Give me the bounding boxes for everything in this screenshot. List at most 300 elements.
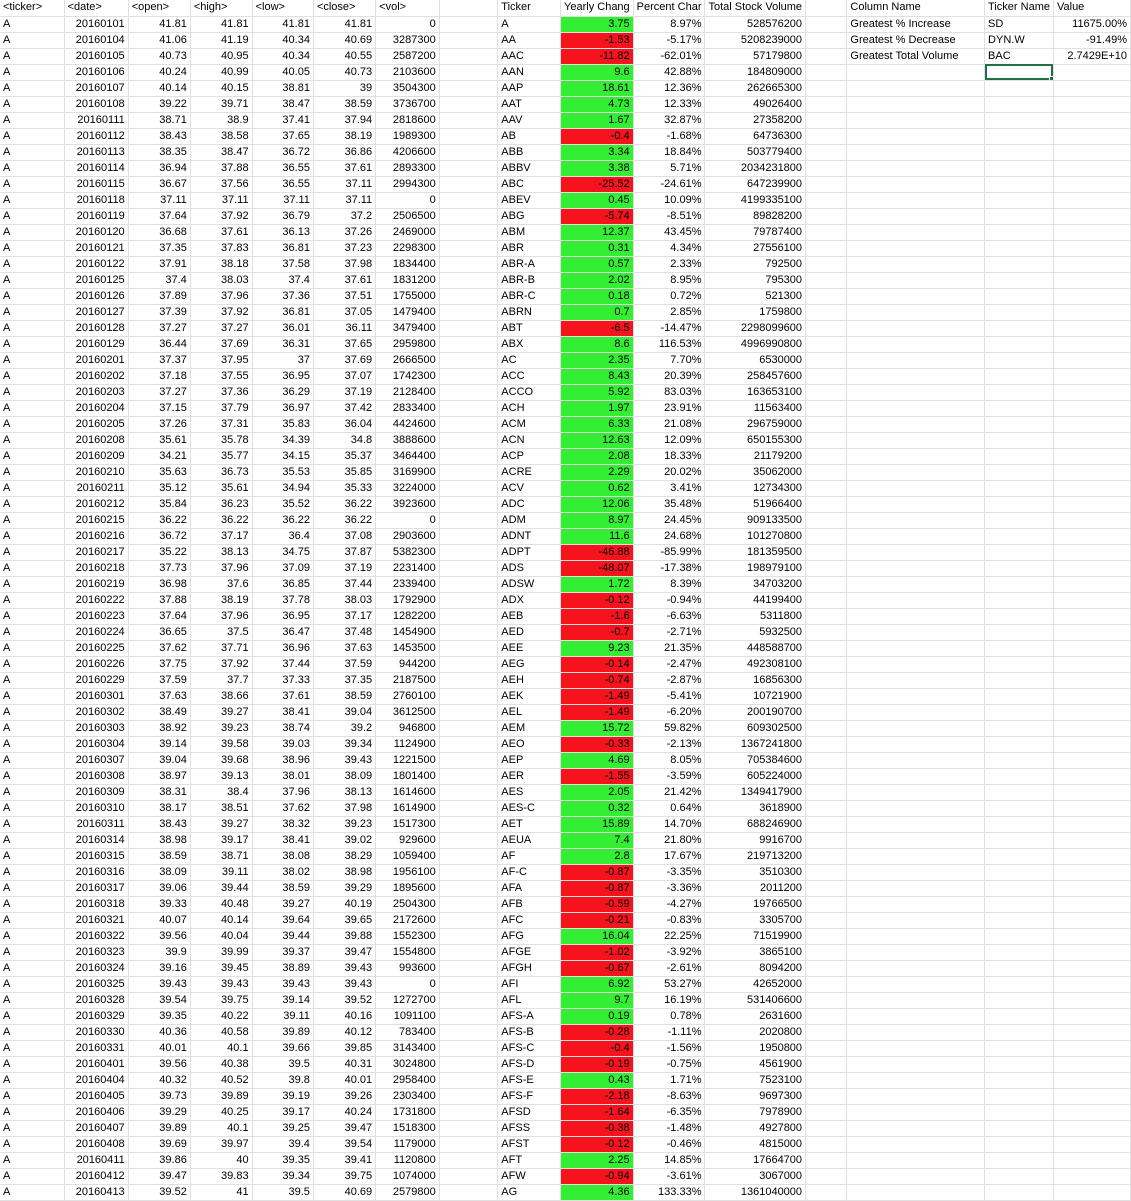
empty-cell[interactable] (439, 0, 498, 16)
active-cell-selection[interactable] (985, 64, 1054, 80)
raw-data-cell[interactable]: 41.81 (190, 16, 252, 32)
empty-cell[interactable] (439, 960, 498, 976)
raw-data-cell[interactable]: 20160302 (64, 704, 128, 720)
raw-data-cell[interactable]: 39.86 (128, 1152, 190, 1168)
empty-cell[interactable] (847, 848, 985, 864)
raw-data-cell[interactable]: 2833400 (376, 400, 440, 416)
raw-data-cell[interactable]: 39.27 (190, 704, 252, 720)
summary-cell[interactable]: ABT (498, 320, 561, 336)
raw-data-cell[interactable]: A (0, 832, 64, 848)
raw-data-cell[interactable]: A (0, 688, 64, 704)
raw-data-cell[interactable]: 36.86 (313, 144, 375, 160)
empty-cell[interactable] (847, 960, 985, 976)
empty-cell[interactable] (1053, 336, 1130, 352)
empty-cell[interactable] (806, 1024, 847, 1040)
empty-cell[interactable] (985, 768, 1054, 784)
raw-data-cell[interactable]: 1120800 (376, 1152, 440, 1168)
empty-cell[interactable] (847, 1024, 985, 1040)
raw-data-cell[interactable]: 39.23 (313, 816, 375, 832)
summary-cell[interactable]: 5932500 (705, 624, 806, 640)
empty-cell[interactable] (439, 240, 498, 256)
raw-data-cell[interactable]: 20160121 (64, 240, 128, 256)
empty-cell[interactable] (985, 912, 1054, 928)
yearly-change-cell[interactable]: 0.45 (561, 192, 634, 208)
raw-data-cell[interactable]: 0 (376, 192, 440, 208)
raw-data-cell[interactable]: 20160115 (64, 176, 128, 192)
empty-cell[interactable] (847, 784, 985, 800)
empty-cell[interactable] (806, 80, 847, 96)
raw-data-cell[interactable]: 20160405 (64, 1088, 128, 1104)
empty-cell[interactable] (439, 640, 498, 656)
raw-data-cell[interactable]: 37.89 (128, 288, 190, 304)
raw-data-cell[interactable]: 1831200 (376, 272, 440, 288)
empty-cell[interactable] (1053, 112, 1130, 128)
raw-data-cell[interactable]: 3504300 (376, 80, 440, 96)
raw-data-cell[interactable]: 38.58 (190, 128, 252, 144)
summary-cell[interactable]: -3.59% (633, 768, 705, 784)
raw-data-cell[interactable]: 38.4 (190, 784, 252, 800)
empty-cell[interactable] (1053, 1072, 1130, 1088)
empty-cell[interactable] (985, 784, 1054, 800)
yearly-change-cell[interactable]: 2.35 (561, 352, 634, 368)
empty-cell[interactable] (1053, 304, 1130, 320)
raw-data-cell[interactable]: 37.98 (313, 256, 375, 272)
empty-cell[interactable] (1053, 96, 1130, 112)
raw-data-cell[interactable]: 37.27 (128, 384, 190, 400)
raw-data-cell[interactable]: 20160225 (64, 640, 128, 656)
raw-data-cell[interactable]: 39.27 (190, 816, 252, 832)
raw-data-cell[interactable]: 37.95 (190, 352, 252, 368)
raw-data-cell[interactable]: 34.15 (252, 448, 313, 464)
empty-cell[interactable] (1053, 384, 1130, 400)
summary-cell[interactable]: 10721900 (705, 688, 806, 704)
raw-data-cell[interactable]: 20160315 (64, 848, 128, 864)
empty-cell[interactable] (847, 1168, 985, 1184)
raw-data-cell[interactable]: 39.25 (252, 1120, 313, 1136)
empty-cell[interactable] (847, 400, 985, 416)
raw-data-cell[interactable]: 3923600 (376, 496, 440, 512)
raw-data-cell[interactable]: 37.05 (313, 304, 375, 320)
empty-cell[interactable] (439, 1120, 498, 1136)
raw-data-cell[interactable]: 38.41 (252, 704, 313, 720)
raw-data-cell[interactable]: 20160404 (64, 1072, 128, 1088)
empty-cell[interactable] (1053, 320, 1130, 336)
empty-cell[interactable] (985, 96, 1054, 112)
raw-data-cell[interactable]: 2587200 (376, 48, 440, 64)
raw-data-cell[interactable]: 37.26 (128, 416, 190, 432)
raw-data-cell[interactable]: 40.1 (190, 1120, 252, 1136)
summary-cell[interactable]: -3.35% (633, 864, 705, 880)
summary-cell[interactable]: ABG (498, 208, 561, 224)
empty-cell[interactable] (439, 864, 498, 880)
yearly-change-cell[interactable]: 0.31 (561, 240, 634, 256)
summary-cell[interactable]: 21179200 (705, 448, 806, 464)
empty-cell[interactable] (439, 704, 498, 720)
summary-cell[interactable]: AFS-C (498, 1040, 561, 1056)
empty-cell[interactable] (439, 992, 498, 1008)
yearly-change-cell[interactable]: 0.43 (561, 1072, 634, 1088)
raw-data-cell[interactable]: 39.04 (128, 752, 190, 768)
empty-cell[interactable] (1053, 976, 1130, 992)
empty-cell[interactable] (985, 1184, 1054, 1200)
empty-cell[interactable] (806, 1136, 847, 1152)
raw-data-cell[interactable]: 39.4 (252, 1136, 313, 1152)
yearly-change-cell[interactable]: 9.7 (561, 992, 634, 1008)
raw-data-cell[interactable]: 39.22 (128, 96, 190, 112)
greatest-header-cell[interactable]: Column Name (847, 0, 985, 16)
summary-cell[interactable]: ADX (498, 592, 561, 608)
raw-data-cell[interactable]: A (0, 288, 64, 304)
raw-data-cell[interactable]: A (0, 304, 64, 320)
raw-data-cell[interactable]: 3464400 (376, 448, 440, 464)
raw-data-cell[interactable]: 20160125 (64, 272, 128, 288)
raw-data-cell[interactable]: 2893300 (376, 160, 440, 176)
summary-cell[interactable]: AFS-A (498, 1008, 561, 1024)
raw-data-cell[interactable]: 20160122 (64, 256, 128, 272)
empty-cell[interactable] (1053, 144, 1130, 160)
empty-cell[interactable] (985, 608, 1054, 624)
empty-cell[interactable] (1053, 80, 1130, 96)
raw-data-cell[interactable]: A (0, 1136, 64, 1152)
summary-cell[interactable]: 5.71% (633, 160, 705, 176)
empty-cell[interactable] (806, 800, 847, 816)
summary-cell[interactable]: AG (498, 1184, 561, 1200)
raw-data-cell[interactable]: 39.97 (190, 1136, 252, 1152)
yearly-change-cell[interactable]: -1.6 (561, 608, 634, 624)
raw-data-cell[interactable]: 39.16 (128, 960, 190, 976)
yearly-change-cell[interactable]: -48.07 (561, 560, 634, 576)
raw-data-cell[interactable]: 39.27 (252, 896, 313, 912)
empty-cell[interactable] (847, 1088, 985, 1104)
empty-cell[interactable] (806, 272, 847, 288)
empty-cell[interactable] (1053, 720, 1130, 736)
yearly-change-cell[interactable]: -5.74 (561, 208, 634, 224)
empty-cell[interactable] (806, 880, 847, 896)
raw-data-cell[interactable]: A (0, 112, 64, 128)
raw-data-cell[interactable]: 39.54 (313, 1136, 375, 1152)
raw-data-cell[interactable]: A (0, 928, 64, 944)
raw-data-cell[interactable]: A (0, 624, 64, 640)
raw-data-cell[interactable]: 20160202 (64, 368, 128, 384)
raw-data-cell[interactable]: 39.33 (128, 896, 190, 912)
empty-cell[interactable] (1053, 128, 1130, 144)
raw-data-cell[interactable]: A (0, 1120, 64, 1136)
raw-data-cell[interactable]: 37.31 (190, 416, 252, 432)
yearly-change-cell[interactable]: 15.72 (561, 720, 634, 736)
raw-data-cell[interactable]: 37.59 (313, 656, 375, 672)
empty-cell[interactable] (847, 1120, 985, 1136)
empty-cell[interactable] (985, 1136, 1054, 1152)
empty-cell[interactable] (806, 896, 847, 912)
raw-data-cell[interactable]: 37.2 (313, 208, 375, 224)
empty-cell[interactable] (847, 160, 985, 176)
empty-cell[interactable] (806, 336, 847, 352)
empty-cell[interactable] (806, 832, 847, 848)
raw-data-cell[interactable]: A (0, 48, 64, 64)
raw-data-cell[interactable]: 38.09 (128, 864, 190, 880)
empty-cell[interactable] (806, 208, 847, 224)
summary-cell[interactable]: 16.19% (633, 992, 705, 1008)
empty-cell[interactable] (1053, 848, 1130, 864)
summary-cell[interactable]: 23.91% (633, 400, 705, 416)
summary-cell[interactable]: AFS-B (498, 1024, 561, 1040)
empty-cell[interactable] (847, 608, 985, 624)
empty-cell[interactable] (847, 992, 985, 1008)
empty-cell[interactable] (985, 512, 1054, 528)
raw-data-cell[interactable]: 40.55 (313, 48, 375, 64)
summary-cell[interactable]: 7.70% (633, 352, 705, 368)
raw-data-cell[interactable]: 37.36 (190, 384, 252, 400)
raw-data-cell[interactable]: 20160304 (64, 736, 128, 752)
summary-cell[interactable]: ACM (498, 416, 561, 432)
empty-cell[interactable] (985, 1072, 1054, 1088)
yearly-change-cell[interactable]: 2.29 (561, 464, 634, 480)
empty-cell[interactable] (985, 1040, 1054, 1056)
empty-cell[interactable] (806, 1088, 847, 1104)
raw-data-cell[interactable]: 37.69 (190, 336, 252, 352)
raw-data-cell[interactable]: 0 (376, 512, 440, 528)
summary-cell[interactable]: 0.64% (633, 800, 705, 816)
raw-data-cell[interactable]: 38.41 (252, 832, 313, 848)
empty-cell[interactable] (1053, 560, 1130, 576)
raw-data-cell[interactable]: 37.41 (252, 112, 313, 128)
summary-cell[interactable]: ADC (498, 496, 561, 512)
empty-cell[interactable] (1053, 912, 1130, 928)
raw-data-cell[interactable]: 38.47 (190, 144, 252, 160)
raw-data-cell[interactable]: 36.55 (252, 160, 313, 176)
summary-cell[interactable]: 20.39% (633, 368, 705, 384)
raw-data-cell[interactable]: 40.34 (252, 32, 313, 48)
empty-cell[interactable] (439, 1040, 498, 1056)
raw-data-cell[interactable]: A (0, 272, 64, 288)
raw-data-cell[interactable]: 35.22 (128, 544, 190, 560)
raw-data-cell[interactable]: 38.13 (190, 544, 252, 560)
empty-cell[interactable] (806, 720, 847, 736)
yearly-change-cell[interactable]: -1.49 (561, 688, 634, 704)
raw-data-cell[interactable]: 40 (190, 1152, 252, 1168)
summary-cell[interactable]: 51966400 (705, 496, 806, 512)
raw-data-cell[interactable]: 37.11 (252, 192, 313, 208)
raw-data-cell[interactable]: 40.05 (252, 64, 313, 80)
raw-data-cell[interactable]: 38.59 (313, 96, 375, 112)
summary-header-cell[interactable]: Yearly Chang (561, 0, 634, 16)
summary-cell[interactable]: AAP (498, 80, 561, 96)
empty-cell[interactable] (1053, 432, 1130, 448)
raw-data-cell[interactable]: 38.71 (190, 848, 252, 864)
summary-cell[interactable]: AFB (498, 896, 561, 912)
summary-cell[interactable]: AFS-F (498, 1088, 561, 1104)
summary-cell[interactable]: -0.46% (633, 1136, 705, 1152)
empty-cell[interactable] (985, 832, 1054, 848)
empty-cell[interactable] (1053, 1120, 1130, 1136)
raw-data-cell[interactable]: A (0, 496, 64, 512)
summary-cell[interactable]: 795300 (705, 272, 806, 288)
raw-data-cell[interactable]: 20160120 (64, 224, 128, 240)
raw-data-cell[interactable]: 36.73 (190, 464, 252, 480)
raw-data-cell[interactable]: A (0, 880, 64, 896)
yearly-change-cell[interactable]: -1.02 (561, 944, 634, 960)
summary-cell[interactable]: 116.53% (633, 336, 705, 352)
summary-cell[interactable]: AFS-D (498, 1056, 561, 1072)
raw-data-cell[interactable]: 36.81 (252, 304, 313, 320)
empty-cell[interactable] (439, 128, 498, 144)
yearly-change-cell[interactable]: 8.97 (561, 512, 634, 528)
summary-cell[interactable]: -8.63% (633, 1088, 705, 1104)
empty-cell[interactable] (1053, 64, 1130, 80)
empty-cell[interactable] (1053, 880, 1130, 896)
empty-cell[interactable] (439, 192, 498, 208)
raw-data-cell[interactable]: 34.94 (252, 480, 313, 496)
empty-cell[interactable] (847, 320, 985, 336)
empty-cell[interactable] (985, 272, 1054, 288)
raw-data-cell[interactable]: 38.98 (128, 832, 190, 848)
summary-cell[interactable]: 59.82% (633, 720, 705, 736)
raw-data-cell[interactable]: 39.03 (252, 736, 313, 752)
empty-cell[interactable] (985, 976, 1054, 992)
raw-data-cell[interactable]: 40.24 (313, 1104, 375, 1120)
empty-cell[interactable] (806, 1152, 847, 1168)
raw-data-cell[interactable]: 39.13 (190, 768, 252, 784)
raw-data-cell[interactable]: 40.22 (190, 1008, 252, 1024)
raw-data-cell[interactable]: 39.11 (190, 864, 252, 880)
summary-cell[interactable]: 34703200 (705, 576, 806, 592)
empty-cell[interactable] (806, 432, 847, 448)
empty-cell[interactable] (1053, 1008, 1130, 1024)
empty-cell[interactable] (806, 912, 847, 928)
raw-data-cell[interactable]: 37.48 (313, 624, 375, 640)
raw-data-cell[interactable]: 38.97 (128, 768, 190, 784)
empty-cell[interactable] (847, 384, 985, 400)
yearly-change-cell[interactable]: 8.6 (561, 336, 634, 352)
empty-cell[interactable] (985, 656, 1054, 672)
raw-data-cell[interactable]: 37.71 (190, 640, 252, 656)
raw-data-cell[interactable]: 37.35 (128, 240, 190, 256)
raw-data-cell[interactable]: 20160303 (64, 720, 128, 736)
empty-cell[interactable] (439, 16, 498, 32)
raw-data-cell[interactable]: 37.61 (190, 224, 252, 240)
raw-data-cell[interactable]: 2506500 (376, 208, 440, 224)
empty-cell[interactable] (985, 1120, 1054, 1136)
raw-data-cell[interactable]: 37.19 (313, 384, 375, 400)
summary-cell[interactable]: 21.35% (633, 640, 705, 656)
raw-data-cell[interactable]: 39.29 (313, 880, 375, 896)
empty-cell[interactable] (439, 160, 498, 176)
summary-cell[interactable]: 492308100 (705, 656, 806, 672)
yearly-change-cell[interactable]: -46.88 (561, 544, 634, 560)
raw-data-cell[interactable]: 36.01 (252, 320, 313, 336)
empty-cell[interactable] (847, 832, 985, 848)
empty-cell[interactable] (985, 1008, 1054, 1024)
empty-cell[interactable] (985, 112, 1054, 128)
summary-cell[interactable]: AFSS (498, 1120, 561, 1136)
raw-data-cell[interactable]: 39.68 (190, 752, 252, 768)
summary-cell[interactable]: -8.51% (633, 208, 705, 224)
raw-data-cell[interactable]: 20160224 (64, 624, 128, 640)
raw-data-cell[interactable]: 37.64 (128, 608, 190, 624)
empty-cell[interactable] (806, 608, 847, 624)
summary-cell[interactable]: 2.33% (633, 256, 705, 272)
raw-data-cell[interactable]: 20160113 (64, 144, 128, 160)
raw-data-cell[interactable]: 37.15 (128, 400, 190, 416)
raw-data-cell[interactable]: 40.31 (313, 1056, 375, 1072)
summary-cell[interactable]: 21.42% (633, 784, 705, 800)
summary-cell[interactable]: -2.71% (633, 624, 705, 640)
raw-data-cell[interactable]: A (0, 352, 64, 368)
raw-data-cell[interactable]: 37.96 (190, 560, 252, 576)
raw-data-cell[interactable]: 38.92 (128, 720, 190, 736)
summary-cell[interactable]: 1361040000 (705, 1184, 806, 1200)
raw-data-cell[interactable]: 37.59 (128, 672, 190, 688)
yearly-change-cell[interactable]: 6.33 (561, 416, 634, 432)
empty-cell[interactable] (806, 256, 847, 272)
raw-data-cell[interactable]: 39.66 (252, 1040, 313, 1056)
raw-data-cell[interactable]: 36.72 (128, 528, 190, 544)
empty-cell[interactable] (806, 752, 847, 768)
summary-cell[interactable]: 14.85% (633, 1152, 705, 1168)
empty-cell[interactable] (439, 32, 498, 48)
raw-data-cell[interactable]: 35.83 (252, 416, 313, 432)
summary-cell[interactable]: 27556100 (705, 240, 806, 256)
empty-cell[interactable] (1053, 832, 1130, 848)
empty-cell[interactable] (847, 688, 985, 704)
empty-cell[interactable] (985, 352, 1054, 368)
empty-cell[interactable] (847, 256, 985, 272)
summary-cell[interactable]: 605224000 (705, 768, 806, 784)
raw-data-cell[interactable]: 38.89 (252, 960, 313, 976)
raw-data-cell[interactable]: 36.79 (252, 208, 313, 224)
empty-cell[interactable] (1053, 448, 1130, 464)
raw-data-cell[interactable]: 38.96 (252, 752, 313, 768)
summary-cell[interactable]: 0.72% (633, 288, 705, 304)
raw-data-cell[interactable]: 39.26 (313, 1088, 375, 1104)
empty-cell[interactable] (439, 848, 498, 864)
empty-cell[interactable] (439, 576, 498, 592)
empty-cell[interactable] (847, 912, 985, 928)
empty-cell[interactable] (439, 368, 498, 384)
yearly-change-cell[interactable]: 8.43 (561, 368, 634, 384)
summary-cell[interactable]: ABR-B (498, 272, 561, 288)
empty-cell[interactable] (1053, 1024, 1130, 1040)
raw-data-cell[interactable]: 20160322 (64, 928, 128, 944)
empty-cell[interactable] (985, 896, 1054, 912)
raw-data-cell[interactable]: 37.62 (128, 640, 190, 656)
yearly-change-cell[interactable]: -1.64 (561, 1104, 634, 1120)
raw-data-cell[interactable]: A (0, 1168, 64, 1184)
empty-cell[interactable] (1053, 896, 1130, 912)
summary-cell[interactable]: 2011200 (705, 880, 806, 896)
raw-data-cell[interactable]: 35.78 (190, 432, 252, 448)
empty-cell[interactable] (806, 384, 847, 400)
raw-data-cell[interactable]: A (0, 992, 64, 1008)
raw-data-cell[interactable]: 20160112 (64, 128, 128, 144)
raw-data-cell[interactable]: 36.22 (313, 512, 375, 528)
summary-cell[interactable]: -1.11% (633, 1024, 705, 1040)
summary-cell[interactable]: AEL (498, 704, 561, 720)
yearly-change-cell[interactable]: 9.6 (561, 64, 634, 80)
raw-data-cell[interactable]: 20160208 (64, 432, 128, 448)
raw-data-cell[interactable]: 37.5 (190, 624, 252, 640)
raw-data-cell[interactable]: 39.54 (128, 992, 190, 1008)
summary-cell[interactable]: AFC (498, 912, 561, 928)
raw-data-cell[interactable]: 1755000 (376, 288, 440, 304)
summary-cell[interactable]: -2.13% (633, 736, 705, 752)
summary-cell[interactable]: -6.63% (633, 608, 705, 624)
raw-data-cell[interactable]: 37.6 (190, 576, 252, 592)
greatest-cell[interactable]: BAC (985, 48, 1054, 64)
empty-cell[interactable] (806, 624, 847, 640)
empty-cell[interactable] (985, 960, 1054, 976)
raw-data-cell[interactable]: 38.09 (313, 768, 375, 784)
